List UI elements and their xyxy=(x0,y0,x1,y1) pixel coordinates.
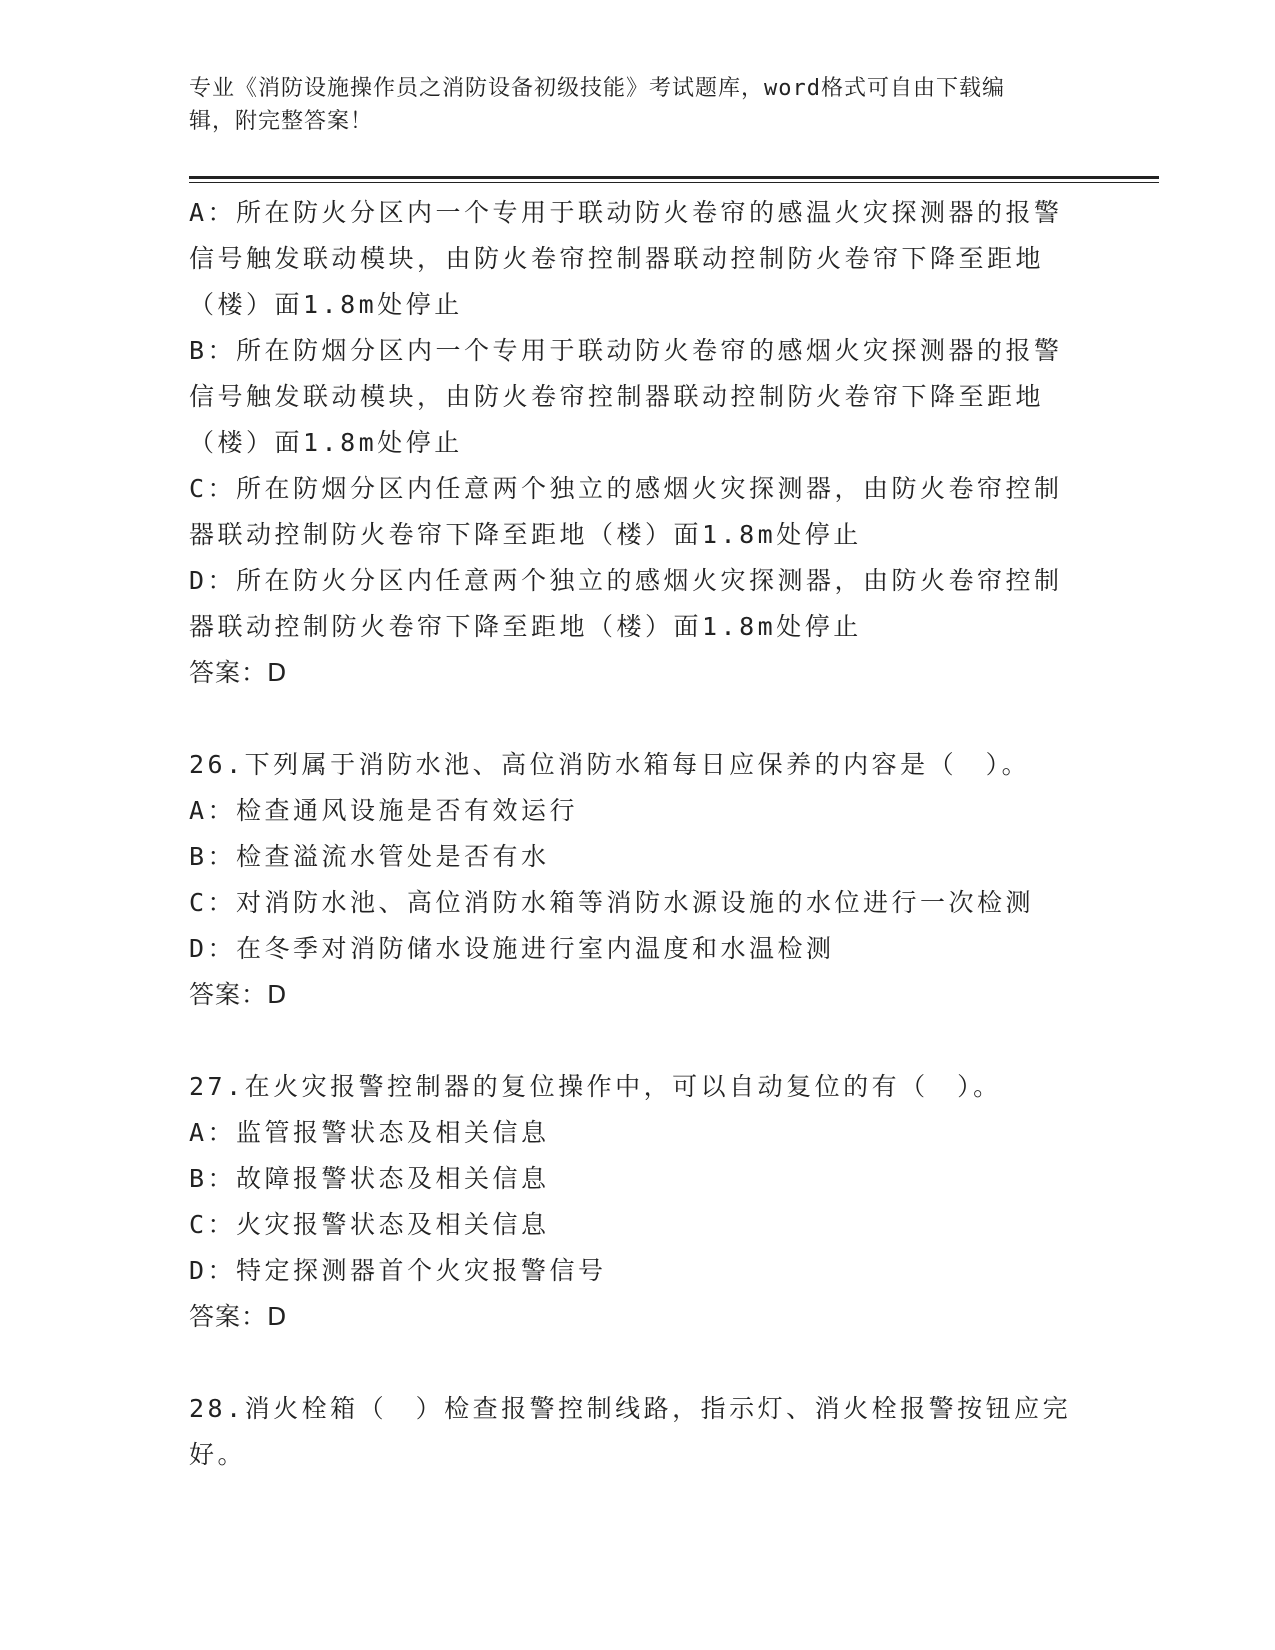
q25-option-d-line-2: 器联动控制防火卷帘下降至距地（楼）面1.8m处停止 xyxy=(189,612,862,641)
q27-option-d: D：特定探测器首个火灾报警信号 xyxy=(189,1256,607,1285)
spacer xyxy=(189,1340,1089,1386)
q25-option-a-line-2: 信号触发联动模块，由防火卷帘控制器联动控制防火卷帘下降至距地 xyxy=(189,244,1045,273)
q26-option-c: C：对消防水池、高位消防水箱等消防水源设施的水位进行一次检测 xyxy=(189,888,1035,917)
q25-option-c-line-2: 器联动控制防火卷帘下降至距地（楼）面1.8m处停止 xyxy=(189,520,862,549)
q27-option-b: B：故障报警状态及相关信息 xyxy=(189,1164,550,1193)
q25-option-b-line-2: 信号触发联动模块，由防火卷帘控制器联动控制防火卷帘下降至距地 xyxy=(189,382,1045,411)
q27-answer: 答案：D xyxy=(189,1302,288,1331)
q25-option-c xyxy=(189,466,1089,558)
q25-option-d-line-1: D：所在防火分区内任意两个独立的感烟火灾探测器，由防火卷帘控制 xyxy=(189,566,1063,595)
q27-option-a: A：监管报警状态及相关信息 xyxy=(189,1118,550,1147)
q25-option-c-line-1: C：所在防烟分区内任意两个独立的感烟火灾探测器，由防火卷帘控制 xyxy=(189,474,1063,503)
q25-answer: 答案：D xyxy=(189,658,288,687)
header-divider-thick xyxy=(189,176,1159,179)
q26-option-a: A：检查通风设施是否有效运行 xyxy=(189,796,579,825)
q28-question-line-1: 28.消火栓箱（ ）检查报警控制线路，指示灯、消火栓报警按钮应完 xyxy=(189,1394,1072,1423)
q25-option-b-line-3: （楼）面1.8m处停止 xyxy=(189,428,463,457)
q27-option-c: C：火灾报警状态及相关信息 xyxy=(189,1210,550,1239)
q25-option-a-line-3: （楼）面1.8m处停止 xyxy=(189,290,463,319)
q25-option-b-line-1: B：所在防烟分区内一个专用于联动防火卷帘的感烟火灾探测器的报警 xyxy=(189,336,1063,365)
question-content xyxy=(189,190,1089,1478)
header-divider-thin xyxy=(189,182,1159,183)
spacer xyxy=(189,1018,1089,1064)
q26-question: 26.下列属于消防水池、高位消防水箱每日应保养的内容是（ ）。 xyxy=(189,750,1031,779)
q28-question xyxy=(189,1386,1089,1478)
q26-option-b: B：检查溢流水管处是否有水 xyxy=(189,842,550,871)
q27-question: 27.在火灾报警控制器的复位操作中，可以自动复位的有（ ）。 xyxy=(189,1072,1002,1101)
q28-question-line-2: 好。 xyxy=(189,1440,247,1469)
spacer xyxy=(189,696,1089,742)
q25-option-a xyxy=(189,190,1089,328)
q26-answer: 答案：D xyxy=(189,980,288,1009)
page-header xyxy=(189,72,1089,138)
q25-option-a-line-1: A：所在防火分区内一个专用于联动防火卷帘的感温火灾探测器的报警 xyxy=(189,198,1063,227)
q26-option-d: D：在冬季对消防储水设施进行室内温度和水温检测 xyxy=(189,934,835,963)
q25-option-d xyxy=(189,558,1089,650)
header-line-1: 专业《消防设施操作员之消防设备初级技能》考试题库，word格式可自由下载编 xyxy=(189,76,1005,101)
q25-option-b xyxy=(189,328,1089,466)
header-line-2: 辑，附完整答案！ xyxy=(189,109,374,134)
